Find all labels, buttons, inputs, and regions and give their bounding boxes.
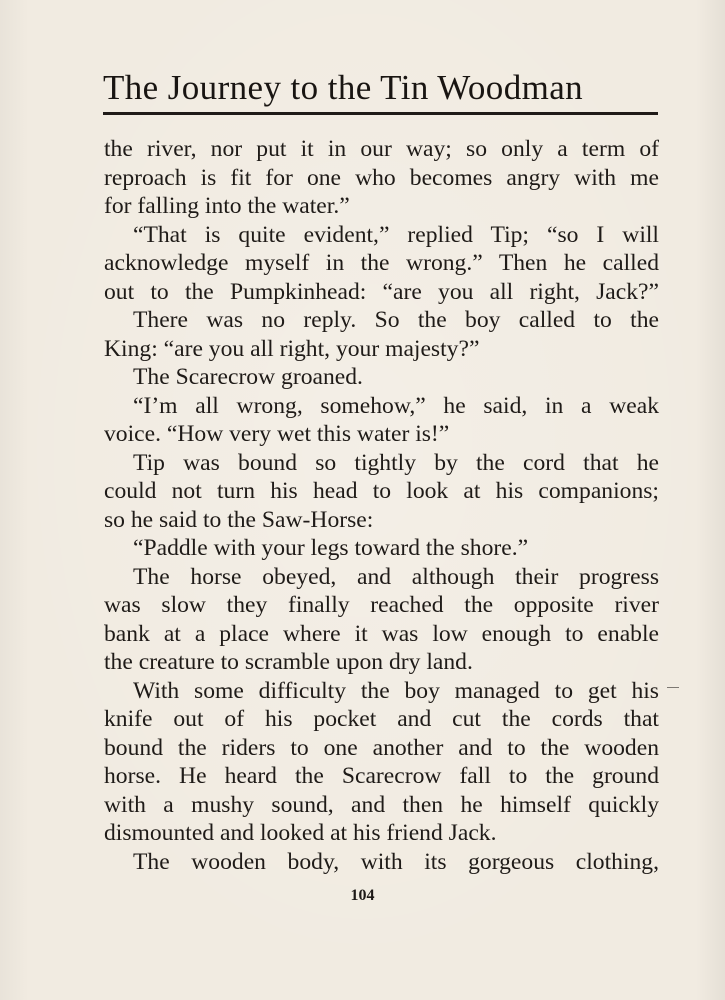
text-line-9: The Scarecrow groaned.	[133, 364, 363, 390]
text-line-3: for falling into the water.”	[104, 193, 350, 219]
text-line-24: with a mushy sound, and then he himself quickly	[104, 791, 659, 818]
text-line-5: acknowledge myself in the wrong.” Then he called	[104, 250, 659, 276]
text-line-8: King: “are you all right, your majesty?”	[104, 335, 480, 362]
page-number: 104	[350, 887, 375, 904]
text-line-16: The horse obeyed, and although their progress	[133, 563, 659, 590]
title-rule	[103, 112, 658, 115]
text-line-12: Tip was bound so tightly by the cord that he	[133, 449, 659, 476]
text-line-4: “That is quite evident,” replied Tip; “so I will	[133, 221, 659, 248]
text-line-18: bank at a place where it was low enough to enable	[104, 620, 659, 647]
text-line-20: With some difficulty the boy managed to get his	[133, 677, 659, 704]
text-line-11: voice. “How very wet this water is!”	[104, 421, 450, 447]
text-line-26: The wooden body, with its gorgeous clothing,	[133, 848, 659, 875]
text-line-15: “Paddle with your legs toward the shore.”	[133, 535, 529, 561]
body-text	[104, 135, 659, 876]
text-line-25: dismounted and looked at his friend Jack.	[104, 820, 497, 846]
text-line-17: was slow they finally reached the opposite river	[104, 592, 659, 618]
text-line-22: bound the riders to one another and to the wooden	[104, 734, 659, 761]
text-line-1: the river, nor put it in our way; so only a term of	[104, 136, 659, 162]
text-line-19: the creature to scramble upon dry land.	[104, 649, 473, 675]
margin-dash-mark	[667, 687, 679, 688]
text-line-6: out to the Pumpkinhead: “are you all right, Jack?”	[104, 278, 659, 305]
text-line-13: could not turn his head to look at his companions;	[104, 478, 659, 504]
text-line-23: horse. He heard the Scarecrow fall to the ground	[104, 763, 659, 789]
text-line-14: so he said to the Saw-Horse:	[104, 506, 374, 533]
running-title: The Journey to the Tin Woodman	[103, 68, 584, 107]
text-line-7: There was no reply. So the boy called to the	[133, 307, 659, 333]
text-line-10: “I’m all wrong, somehow,” he said, in a weak	[133, 392, 659, 419]
text-line-21: knife out of his pocket and cut the cords that	[104, 706, 659, 732]
text-line-2: reproach is fit for one who becomes angry with me	[104, 164, 659, 191]
